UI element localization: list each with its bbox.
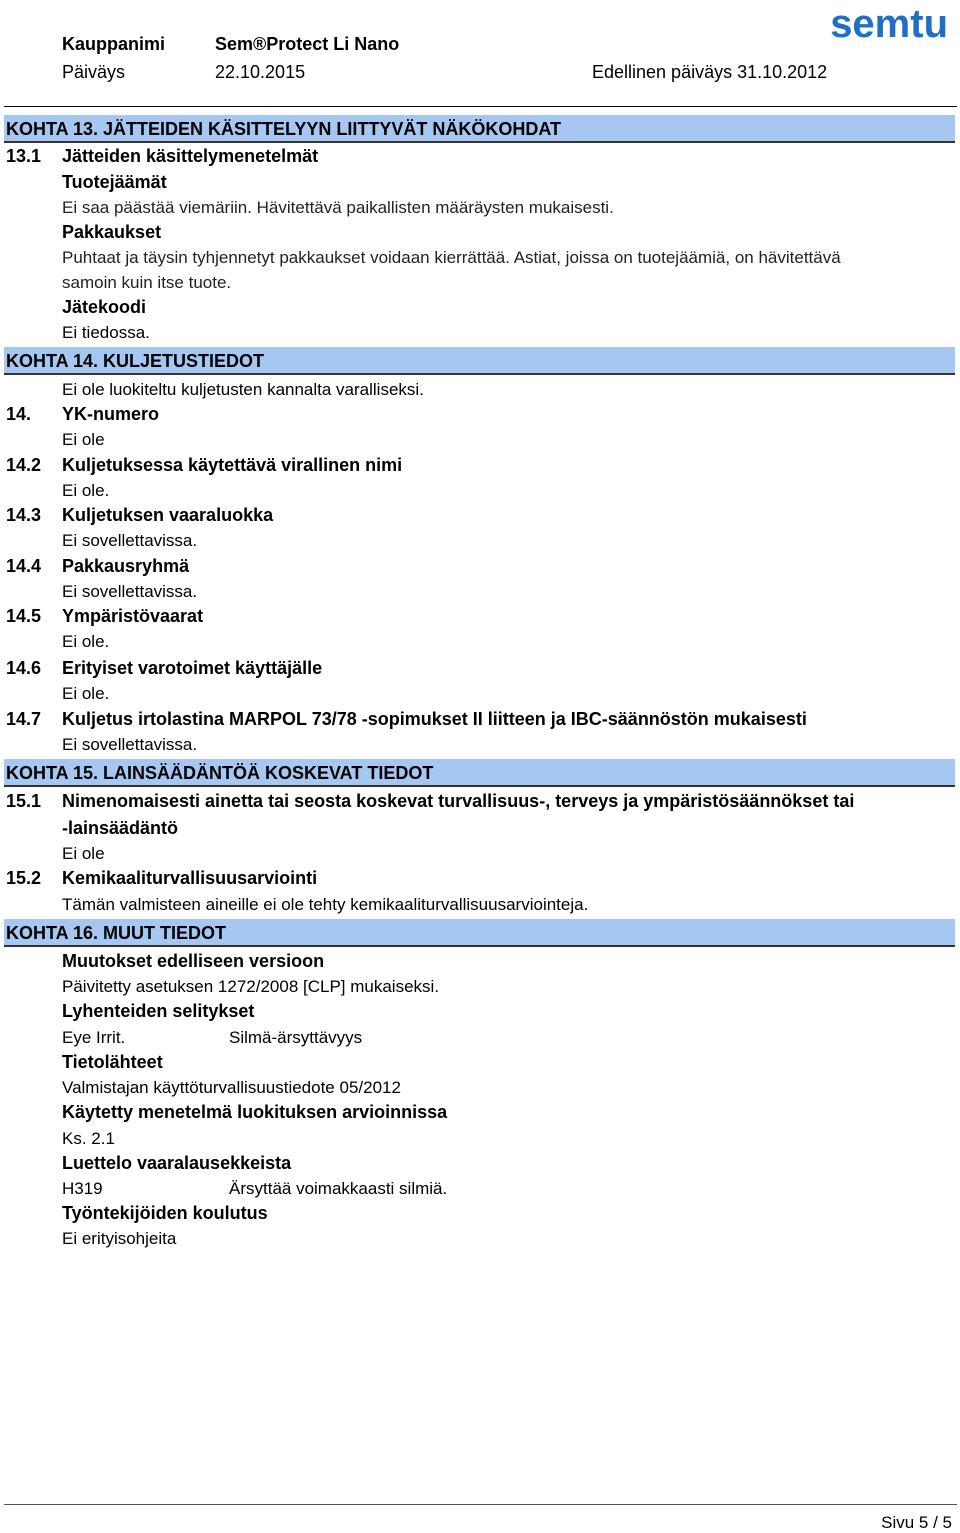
s14-item-title: Erityiset varotoimet käyttäjälle	[62, 658, 323, 678]
s14-item-number: 14.	[6, 404, 32, 424]
s16-hazard-heading: Luettelo vaaralausekkeista	[62, 1153, 292, 1173]
s14-item-title: Kuljetuksessa käytettävä virallinen nimi	[62, 455, 403, 475]
s16-changes-text: Päivitetty asetuksen 1272/2008 [CLP] mukaiseksi.	[62, 977, 440, 996]
s13-sub-packaging: Pakkaukset	[62, 222, 162, 242]
s14-item-text: Ei sovellettavissa.	[62, 735, 198, 754]
s14-item-title: YK-numero	[62, 404, 160, 424]
s15-1-heading-line-2: -lainsäädäntö	[62, 818, 179, 838]
s15-1-text: Ei ole	[62, 844, 105, 863]
s14-item-title: Kuljetuksen vaaraluokka	[62, 505, 274, 525]
s14-item-number: 14.5	[6, 606, 42, 626]
section-16-title: KOHTA 16. MUUT TIEDOT	[4, 919, 955, 947]
hazard-code: H319	[62, 1179, 103, 1198]
page-number: Sivu 5 / 5	[881, 1513, 952, 1532]
semtu-logo: semtu	[830, 2, 948, 46]
s13-1-heading: Jätteiden käsittelymenetelmät	[62, 146, 319, 166]
s14-item-number: 14.4	[6, 556, 42, 576]
section-15-title: KOHTA 15. LAINSÄÄDÄNTÖÄ KOSKEVAT TIEDOT	[4, 759, 955, 787]
header-divider	[4, 106, 957, 107]
s16-training-text: Ei erityisohjeita	[62, 1229, 177, 1248]
s16-sources-text: Valmistajan käyttöturvallisuustiedote 05/2012	[62, 1078, 401, 1097]
s14-item-title: Pakkausryhmä	[62, 556, 190, 576]
s16-hazard-row	[62, 1179, 562, 1201]
s14-item-number: 14.6	[6, 658, 42, 678]
s14-item-text: Ei ole.	[62, 632, 110, 651]
s14-intro: Ei ole luokiteltu kuljetusten kannalta varalliseksi.	[62, 380, 424, 399]
section-14-title: KOHTA 14. KULJETUSTIEDOT	[4, 347, 955, 375]
s14-item-text: Ei ole.	[62, 481, 110, 500]
s16-method-text: Ks. 2.1	[62, 1129, 115, 1148]
product-label: Kauppanimi	[62, 34, 166, 54]
abbreviation-key: Eye Irrit.	[62, 1028, 126, 1047]
s14-item-number: 14.3	[6, 505, 42, 525]
s15-1-number: 15.1	[6, 791, 42, 811]
s16-method-heading: Käytetty menetelmä luokituksen arvioinnissa	[62, 1102, 448, 1122]
s16-training-heading: Työntekijöiden koulutus	[62, 1203, 268, 1223]
s13-packaging-text-1: Puhtaat ja täysin tyhjennetyt pakkaukset voidaan kierrättää. Astiat, joissa on tuotejäämiä, on hävitettävä	[62, 248, 841, 267]
previous-date: Edellinen päiväys 31.10.2012	[592, 62, 828, 82]
footer-divider	[4, 1504, 957, 1505]
product-name: Sem®Protect Li Nano	[215, 34, 400, 54]
s14-item-title: Ympäristövaarat	[62, 606, 204, 626]
s14-item-title: Kuljetus irtolastina MARPOL 73/78 -sopimukset II liitteen ja IBC-säännöstön mukaisesti	[62, 709, 807, 729]
s14-item-text: Ei ole	[62, 430, 105, 449]
date-label: Päiväys	[62, 62, 126, 82]
s15-2-number: 15.2	[6, 868, 42, 888]
abbreviation-value: Silmä-ärsyttävyys	[229, 1028, 363, 1047]
s13-1-number: 13.1	[6, 146, 42, 166]
s14-item-text: Ei sovellettavissa.	[62, 582, 198, 601]
s13-sub-residues: Tuotejäämät	[62, 172, 167, 192]
s13-residues-text: Ei saa päästää viemäriin. Hävitettävä paikallisten määräysten mukaisesti.	[62, 198, 614, 217]
s13-wastecode-text: Ei tiedossa.	[62, 323, 150, 342]
date-value: 22.10.2015	[215, 62, 306, 82]
document-header	[62, 32, 948, 92]
s16-sources-heading: Tietolähteet	[62, 1052, 163, 1072]
s13-packaging-text-2: samoin kuin itse tuote.	[62, 273, 232, 292]
s14-item-number: 14.7	[6, 709, 42, 729]
s15-1-heading-line-1: Nimenomaisesti ainetta tai seosta koskevat turvallisuus-, terveys ja ympäristösäännökset tai	[62, 791, 855, 811]
s14-item-number: 14.2	[6, 455, 42, 475]
s16-abbreviation-row	[62, 1028, 562, 1050]
s15-2-heading: Kemikaaliturvallisuusarviointi	[62, 868, 318, 888]
s14-item-text: Ei ole.	[62, 684, 110, 703]
s14-item-text: Ei sovellettavissa.	[62, 531, 198, 550]
s13-sub-wastecode: Jätekoodi	[62, 297, 147, 317]
section-13-title: KOHTA 13. JÄTTEIDEN KÄSITTELYYN LIITTYVÄT NÄKÖKOHDAT	[4, 115, 955, 143]
s16-abbreviations-heading: Lyhenteiden selitykset	[62, 1001, 255, 1021]
s16-changes-heading: Muutokset edelliseen versioon	[62, 951, 325, 971]
s15-2-text: Tämän valmisteen aineille ei ole tehty kemikaaliturvallisuusarviointeja.	[62, 895, 589, 914]
hazard-text: Ärsyttää voimakkaasti silmiä.	[229, 1179, 448, 1198]
